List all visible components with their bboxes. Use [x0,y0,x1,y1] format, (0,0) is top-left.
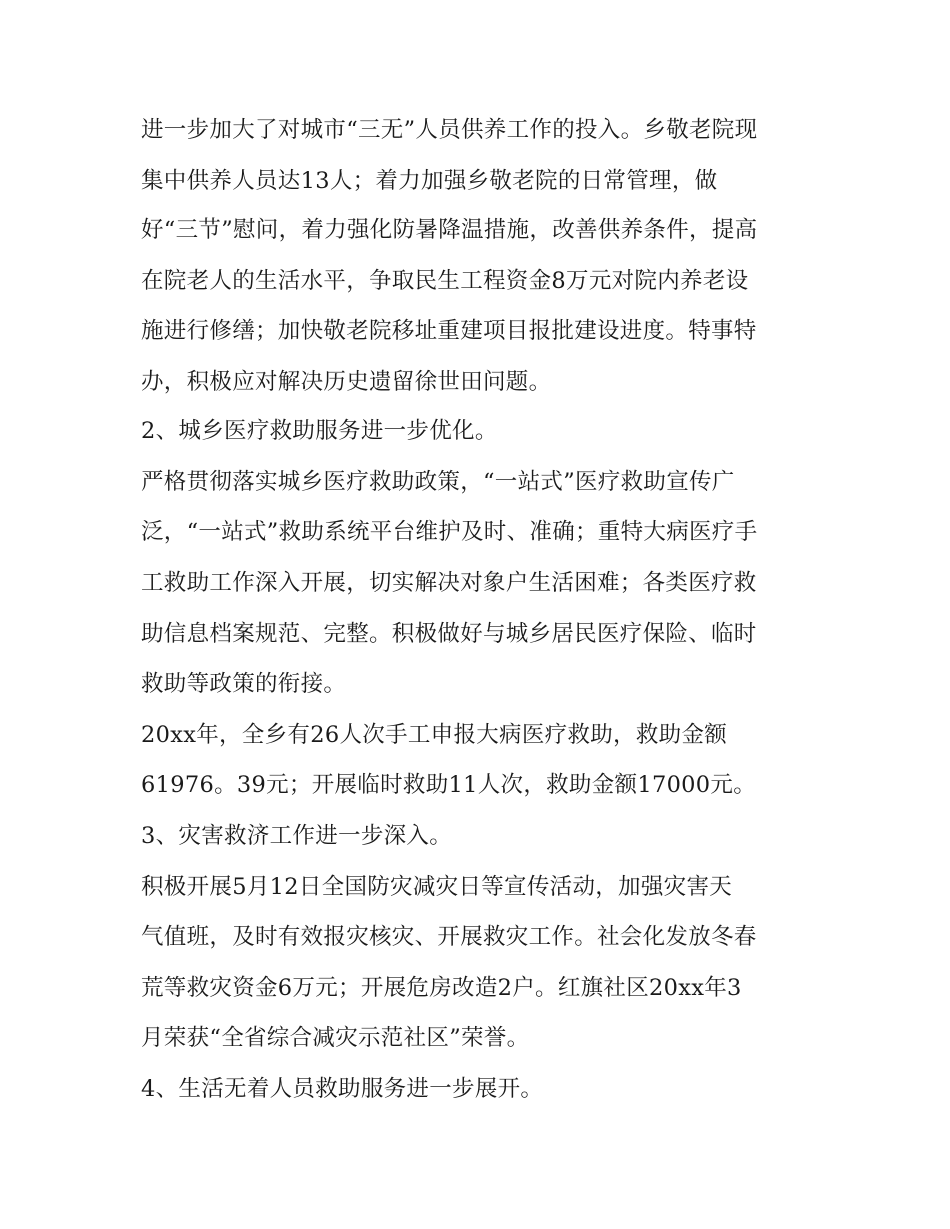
body-text-line: 工救助工作深入开展，切实解决对象户生活困难；各类医疗救 [141,570,757,596]
body-text-line: 在院老人的生活水平，争取民生工程资金8万元对院内养老设 [141,268,749,294]
body-text-line: 气值班，及时有效报灾核灾、开展救灾工作。社会化发放冬春 [141,924,757,950]
body-text-line: 61976。39元；开展临时救助11人次，救助金额17000元。 [141,772,757,798]
body-text-line: 助信息档案规范、完整。积极做好与城乡居民医疗保险、临时 [141,621,757,647]
body-text-line: 积极开展5月12日全国防灾减灾日等宣传活动，加强灾害天 [141,874,733,900]
body-text-line: 荒等救灾资金6万元；开展危房改造2户。红旗社区20xx年3 [141,975,742,1001]
body-text-line: 施进行修缮；加快敬老院移址重建项目报批建设进度。特事特 [141,318,757,344]
body-text-line: 救助等政策的衔接。 [141,671,347,697]
body-text-line: 月荣获“全省综合减灾示范社区”荣誉。 [141,1025,530,1051]
body-text-line: 集中供养人员达13人；着力加强乡敬老院的日常管理，做 [141,168,718,194]
section-heading-disaster-relief: 3、灾害救济工作进一步深入。 [141,823,453,849]
body-text-line: 20xx年，全乡有26人次手工申报大病医疗救助，救助金额 [141,722,728,748]
body-text-line: 好“三节”慰问，着力强化防暑降温措施，改善供养条件，提高 [141,217,758,243]
body-text-line: 严格贯彻落实城乡医疗救助政策，“一站式”医疗救助宣传广 [141,469,735,495]
body-text-line: 办，积极应对解决历史遗留徐世田问题。 [141,369,552,395]
section-heading-medical-aid: 2、城乡医疗救助服务进一步优化。 [141,418,498,444]
body-text-line: 泛，“一站式”救助系统平台维护及时、准确；重特大病医疗手 [141,519,758,545]
body-text-line: 进一步加大了对城市“三无”人员供养工作的投入。乡敬老院现 [141,117,758,143]
section-heading-homeless-aid: 4、生活无着人员救助服务进一步展开。 [141,1076,544,1102]
